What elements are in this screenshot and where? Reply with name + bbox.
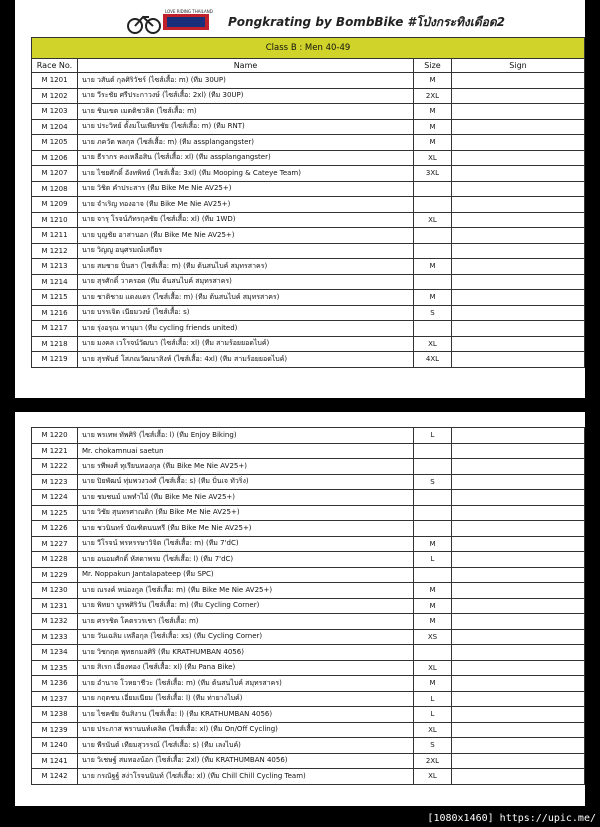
racer-name: นาย ประวิทย์ ตั้งมโนเพียรชัย (ไซส์เสื้อ: m) (ทีม RNT)	[78, 119, 414, 135]
shirt-size: XS	[414, 629, 452, 645]
shirt-size: M	[414, 73, 452, 89]
shirt-size: M	[414, 119, 452, 135]
racer-name: นาย วิชกฤต พุทธกมลศิริ (ทีม KRATHUMBAN 4056)	[78, 645, 414, 661]
signature-cell	[452, 629, 585, 645]
shirt-size	[414, 243, 452, 259]
table-row	[32, 119, 585, 135]
race-number: M 1221	[32, 443, 78, 459]
signature-cell	[452, 228, 585, 244]
table-row	[32, 212, 585, 228]
race-number: M 1231	[32, 598, 78, 614]
race-number: M 1230	[32, 583, 78, 599]
shirt-size: M	[414, 135, 452, 151]
class-title: Class B : Men 40-49	[32, 38, 585, 59]
signature-cell	[452, 598, 585, 614]
table-row	[32, 150, 585, 166]
sheet-page-1	[15, 0, 585, 398]
signature-cell	[452, 707, 585, 723]
shirt-size	[414, 181, 452, 197]
table-row	[32, 428, 585, 444]
race-number: M 1202	[32, 88, 78, 104]
shirt-size	[414, 274, 452, 290]
shirt-size: 2XL	[414, 88, 452, 104]
signature-cell	[452, 567, 585, 583]
shirt-size	[414, 443, 452, 459]
table-row	[32, 443, 585, 459]
shirt-size: 4XL	[414, 352, 452, 368]
signature-cell	[452, 150, 585, 166]
table-row	[32, 691, 585, 707]
table-row	[32, 73, 585, 89]
racer-name: นาย วีระชัย ศรีประกาวงษ์ (ไซส์เสื้อ: 2xl) (ทีม 30UP)	[78, 88, 414, 104]
race-number: M 1203	[32, 104, 78, 120]
signature-cell	[452, 490, 585, 506]
racer-name: นาย วสันต์ กุลศิริวัชร์ (ไซส์เสื้อ: m) (ทีม 30UP)	[78, 73, 414, 89]
signature-cell	[452, 552, 585, 568]
race-number: M 1239	[32, 722, 78, 738]
race-number: M 1218	[32, 336, 78, 352]
race-number: M 1208	[32, 181, 78, 197]
signature-cell	[452, 505, 585, 521]
table-row	[32, 722, 585, 738]
shirt-size: M	[414, 676, 452, 692]
table-row	[32, 645, 585, 661]
racer-name: นาย วิเชษฐ์ สมทองน้อก (ไซส์เสื้อ: 2xl) (ทีม KRATHUMBAN 4056)	[78, 753, 414, 769]
table-row	[32, 321, 585, 337]
table-row	[32, 274, 585, 290]
shirt-size: L	[414, 691, 452, 707]
race-number: M 1235	[32, 660, 78, 676]
signature-cell	[452, 135, 585, 151]
shirt-size: M	[414, 598, 452, 614]
racer-name: นาย วิชิต คำประสาร (ทีม Bike Me Nie AV25+)	[78, 181, 414, 197]
racer-name: นาย จารุ โรจน์ภัทรกุลชัย (ไซส์เสื้อ: xl) (ทีม 1WD)	[78, 212, 414, 228]
page-title: Pongkrating by BombBike #โป่งกระทิงเดือด2	[228, 15, 505, 29]
signature-cell	[452, 660, 585, 676]
shirt-size: M	[414, 290, 452, 306]
signature-cell	[452, 474, 585, 490]
shirt-size: S	[414, 305, 452, 321]
shirt-size: XL	[414, 722, 452, 738]
race-number: M 1234	[32, 645, 78, 661]
shirt-size: 2XL	[414, 753, 452, 769]
race-number: M 1215	[32, 290, 78, 306]
race-number: M 1233	[32, 629, 78, 645]
shirt-size	[414, 197, 452, 213]
column-header-sign: Sign	[452, 59, 585, 73]
shirt-size: M	[414, 536, 452, 552]
shirt-size: L	[414, 428, 452, 444]
shirt-size	[414, 321, 452, 337]
signature-cell	[452, 166, 585, 182]
racer-name: นาย ปิยพัฒน์ ทุ่มพวงวงศ์ (ไซส์เสื้อ: s) (ทีม ปั่นเจ ทัวริ่ง)	[78, 474, 414, 490]
racer-name: นาย รุ่งอรุณ ทานุมา (ทีม cycling friends united)	[78, 321, 414, 337]
signature-cell	[452, 691, 585, 707]
racer-name: นาย ประภาส พรานนท์เคลิด (ไซส์เสื้อ: xl) (ทีม On/Off Cycling)	[78, 722, 414, 738]
svg-text:LOVE RIDING THAILAND: LOVE RIDING THAILAND	[165, 9, 213, 14]
signature-cell	[452, 119, 585, 135]
racer-name: นาย ณรงค์ หน่องกูล (ไซส์เสื้อ: m) (ทีม Bike Me Nie AV25+)	[78, 583, 414, 599]
signature-cell	[452, 104, 585, 120]
racer-name: นาย อนอมศักดิ์ หัสดาพรม (ไซส์เสื้อ: l) (ทีม 7'dC)	[78, 552, 414, 568]
race-number: M 1236	[32, 676, 78, 692]
table-row	[32, 676, 585, 692]
shirt-size: M	[414, 583, 452, 599]
racer-name: นาย วันเฉลิม เหลือกุล (ไซส์เสื้อ: xs) (ทีม Cycling Corner)	[78, 629, 414, 645]
registration-table-1	[31, 37, 585, 368]
shirt-size	[414, 490, 452, 506]
racer-name: นาย ไชยศักดิ์ อังทพิทย์ (ไซส์เสื้อ: 3xl) (ทีม Mooping & Cateye Team)	[78, 166, 414, 182]
race-number: M 1219	[32, 352, 78, 368]
race-number: M 1225	[32, 505, 78, 521]
signature-cell	[452, 181, 585, 197]
table-row	[32, 567, 585, 583]
race-number: M 1210	[32, 212, 78, 228]
racer-name: นาย พีรนันต์ เทียมสุวรรณ์ (ไซส์เสื้อ: s) (ทีม เลงไบค์)	[78, 738, 414, 754]
signature-cell	[452, 321, 585, 337]
racer-name: นาย วีโรจน์ พรหรรษาวิจิต (ไซส์เสื้อ: m) (ทีม 7'dC)	[78, 536, 414, 552]
race-number: M 1204	[32, 119, 78, 135]
racer-name: นาย ชินเขต เมตติชวลิต (ไซส์เสื้อ: m)	[78, 104, 414, 120]
shirt-size	[414, 645, 452, 661]
signature-cell	[452, 536, 585, 552]
race-number: M 1209	[32, 197, 78, 213]
table-row	[32, 769, 585, 785]
signature-cell	[452, 769, 585, 785]
table-row	[32, 336, 585, 352]
signature-cell	[452, 459, 585, 475]
table-row	[32, 474, 585, 490]
header	[15, 0, 585, 38]
table-row	[32, 536, 585, 552]
racer-name: นาย พรเทพ ทัพศิริ (ไซส์เสื้อ: l) (ทีม Enjoy Biking)	[78, 428, 414, 444]
table-row	[32, 738, 585, 754]
race-number: M 1201	[32, 73, 78, 89]
racer-name: นาย สมชาย ปิ่นสา (ไซส์เสื้อ: m) (ทีม ต้นสนไบค์ สมุทรสาคร)	[78, 259, 414, 275]
column-header-size: Size	[414, 59, 452, 73]
table-row	[32, 135, 585, 151]
race-number: M 1223	[32, 474, 78, 490]
race-number: M 1222	[32, 459, 78, 475]
racer-name: นาย ชาติชาย แดงแดร (ไซส์เสื้อ: m) (ทีม ต้นสนไบค์ สมุทรสาคร)	[78, 290, 414, 306]
signature-cell	[452, 212, 585, 228]
race-number: M 1240	[32, 738, 78, 754]
table-row	[32, 166, 585, 182]
registration-table-2	[31, 427, 585, 785]
shirt-size: S	[414, 738, 452, 754]
table-row	[32, 753, 585, 769]
race-number: M 1229	[32, 567, 78, 583]
table-row	[32, 552, 585, 568]
racer-name: นาย ธีรากร คงเหลือสิน (ไซส์เสื้อ: xl) (ทีม assplangangster)	[78, 150, 414, 166]
shirt-size	[414, 505, 452, 521]
shirt-size: XL	[414, 336, 452, 352]
shirt-size	[414, 567, 452, 583]
signature-cell	[452, 738, 585, 754]
table-row	[32, 490, 585, 506]
signature-cell	[452, 73, 585, 89]
race-number: M 1214	[32, 274, 78, 290]
racer-name: นาย ภควัต พลกุล (ไซส์เสื้อ: m) (ทีม assplangangster)	[78, 135, 414, 151]
signature-cell	[452, 521, 585, 537]
signature-cell	[452, 274, 585, 290]
table-row	[32, 459, 585, 475]
race-number: M 1206	[32, 150, 78, 166]
shirt-size	[414, 521, 452, 537]
racer-name: นาย วิญญู อนุศรมณ์เสถียร	[78, 243, 414, 259]
race-number: M 1205	[32, 135, 78, 151]
table-row	[32, 707, 585, 723]
shirt-size: XL	[414, 212, 452, 228]
race-number: M 1241	[32, 753, 78, 769]
racer-name: นาย สุรพันธ์ โสภณวัฒนาสิงห์ (ไซส์เสื้อ: 4xl) (ทีม สามร้อยยอดไบค์)	[78, 352, 414, 368]
shirt-size: XL	[414, 150, 452, 166]
table-row	[32, 660, 585, 676]
shirt-size	[414, 459, 452, 475]
racer-name: Mr. Noppakun Jantalapateep (ทีม SPC)	[78, 567, 414, 583]
table-row	[32, 228, 585, 244]
shirt-size: XL	[414, 769, 452, 785]
race-number: M 1216	[32, 305, 78, 321]
signature-cell	[452, 722, 585, 738]
race-number: M 1226	[32, 521, 78, 537]
racer-name: นาย บรรเจิด เนียมวงษ์ (ไซส์เสื้อ: s)	[78, 305, 414, 321]
racer-name: นาย รพีพงศ์ ทุเรียนทองกุล (ทีม Bike Me Nie AV25+)	[78, 459, 414, 475]
column-header-name: Name	[78, 59, 414, 73]
shirt-size: M	[414, 104, 452, 120]
race-number: M 1207	[32, 166, 78, 182]
racer-name: นาย วิชัย สุนทรศาณติก (ทีม Bike Me Nie AV25+)	[78, 505, 414, 521]
watermark: [1080x1460] https://upic.me/	[427, 813, 596, 824]
column-header-race-no: Race No.	[32, 59, 78, 73]
signature-cell	[452, 243, 585, 259]
signature-cell	[452, 88, 585, 104]
shirt-size: L	[414, 707, 452, 723]
signature-cell	[452, 428, 585, 444]
shirt-size: XL	[414, 660, 452, 676]
table-row	[32, 505, 585, 521]
racer-name: Mr. chokamnuai saetun	[78, 443, 414, 459]
table-row	[32, 583, 585, 599]
racer-name: นาย สิเรก เอี่ยงทอง (ไซส์เสื้อ: xl) (ทีม Pana Bike)	[78, 660, 414, 676]
race-number: M 1212	[32, 243, 78, 259]
race-number: M 1227	[32, 536, 78, 552]
racer-name: นาย อำนาจ โวหยาชีวะ (ไซส์เสื้อ: m) (ทีม ต้นสนไบค์ สมุทรสาคร)	[78, 676, 414, 692]
signature-cell	[452, 336, 585, 352]
table-row	[32, 598, 585, 614]
signature-cell	[452, 583, 585, 599]
race-number: M 1217	[32, 321, 78, 337]
signature-cell	[452, 197, 585, 213]
racer-name: นาย จำเริญ ทองอาจ (ทีม Bike Me Nie AV25+)	[78, 197, 414, 213]
table-row	[32, 181, 585, 197]
love-riding-thailand-logo	[123, 8, 215, 34]
sheet-page-2	[15, 412, 585, 806]
table-row	[32, 521, 585, 537]
table-row	[32, 290, 585, 306]
signature-cell	[452, 305, 585, 321]
signature-cell	[452, 352, 585, 368]
shirt-size: 3XL	[414, 166, 452, 182]
shirt-size: L	[414, 552, 452, 568]
signature-cell	[452, 259, 585, 275]
table-row	[32, 88, 585, 104]
signature-cell	[452, 645, 585, 661]
table-row	[32, 243, 585, 259]
race-number: M 1232	[32, 614, 78, 630]
race-number: M 1228	[32, 552, 78, 568]
racer-name: นาย พิทยา บูรพศิริวัน (ไซส์เสื้อ: m) (ทีม Cycling Corner)	[78, 598, 414, 614]
signature-cell	[452, 614, 585, 630]
race-number: M 1238	[32, 707, 78, 723]
race-number: M 1213	[32, 259, 78, 275]
shirt-size: M	[414, 259, 452, 275]
table-row	[32, 614, 585, 630]
signature-cell	[452, 676, 585, 692]
table-row	[32, 305, 585, 321]
shirt-size: M	[414, 614, 452, 630]
shirt-size	[414, 228, 452, 244]
racer-name: นาย ชวนินทร์ บัณฑิตนนทรี (ทีม Bike Me Nie AV25+)	[78, 521, 414, 537]
table-row	[32, 629, 585, 645]
shirt-size: S	[414, 474, 452, 490]
racer-name: นาย กฤตชน เอี่ยมเนียม (ไซส์เสื้อ: l) (ทีม ท่ายางไบค์)	[78, 691, 414, 707]
table-row	[32, 259, 585, 275]
racer-name: นาย สุรศักดิ์ วาครอด (ทีม ต้นสนไบค์ สมุทรสาคร)	[78, 274, 414, 290]
racer-name: นาย ไชคชัย จันสิงาน (ไซส์เสื้อ: l) (ทีม KRATHUMBAN 4056)	[78, 707, 414, 723]
race-number: M 1237	[32, 691, 78, 707]
race-number: M 1242	[32, 769, 78, 785]
racer-name: นาย ชมชนม์ แพทำไม้ (ทีม Bike Me Nie AV25+)	[78, 490, 414, 506]
signature-cell	[452, 290, 585, 306]
racer-name: นาย บุญชัย อาสานอก (ทีม Bike Me Nie AV25+)	[78, 228, 414, 244]
racer-name: นาย มงคล เวโรจน์วัฒนา (ไซส์เสื้อ: xl) (ทีม สามร้อยยอดไบค์)	[78, 336, 414, 352]
signature-cell	[452, 443, 585, 459]
race-number: M 1211	[32, 228, 78, 244]
table-row	[32, 352, 585, 368]
race-number: M 1224	[32, 490, 78, 506]
signature-cell	[452, 753, 585, 769]
table-row	[32, 197, 585, 213]
race-number: M 1220	[32, 428, 78, 444]
racer-name: นาย ศรรชิต โคตรวรเชา (ไซส์เสื้อ: m)	[78, 614, 414, 630]
table-row	[32, 104, 585, 120]
racer-name: นาย กรณัฐฐ์ สง่าโรจนนินท์ (ไซส์เสื้อ: xl) (ทีม Chill Chill Cycling Team)	[78, 769, 414, 785]
